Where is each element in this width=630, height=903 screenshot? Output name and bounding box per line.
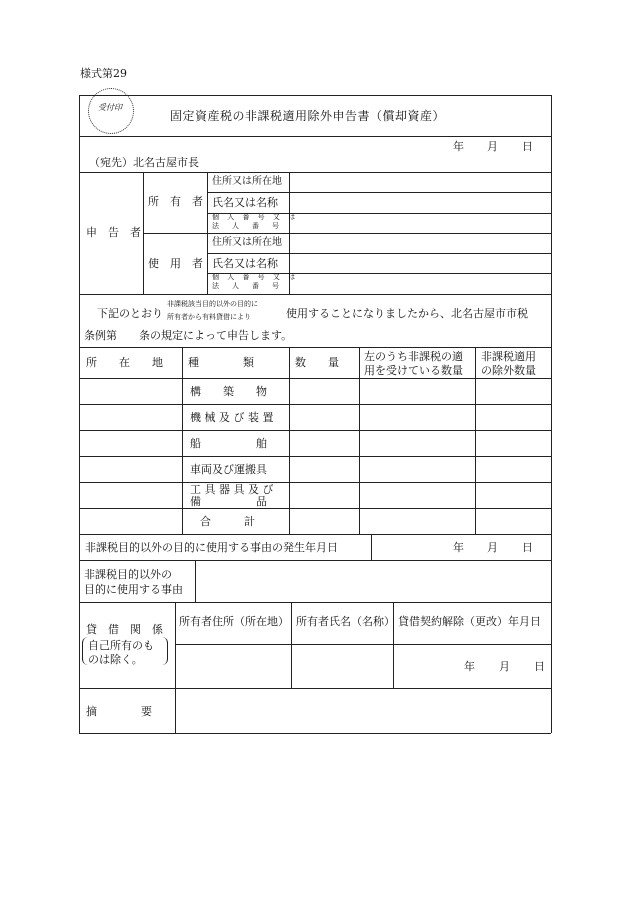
- date-year: 年: [453, 140, 464, 153]
- header-exclusion-qty-2: の除外数量: [481, 364, 536, 377]
- owner-id-label-2: 法 人 番 号: [212, 222, 282, 230]
- row-total: 合 計: [200, 515, 255, 528]
- header-quantity: 数 量: [295, 356, 339, 369]
- lease-note-1: 自己所有のも: [88, 639, 154, 652]
- owner-label: 所 有 者: [148, 195, 203, 208]
- header-nontax-qty-2: 用を受けている数量: [364, 364, 463, 377]
- user-name-label: 氏名又は名称: [212, 257, 278, 270]
- owner-name-label: 氏名又は名称: [212, 196, 278, 209]
- user-address-label: 住所又は所在地: [212, 237, 282, 248]
- addressee: （宛先）北名古屋市長: [89, 156, 199, 169]
- date-month: 月: [487, 140, 498, 153]
- user-id-label-2: 法 人 番 号: [212, 282, 282, 290]
- reason-label-2: 目的に使用する事由: [84, 583, 183, 596]
- statement-suffix: 使用することになりましたから、北名古屋市市税: [286, 307, 528, 320]
- remarks-label: 摘 要: [86, 705, 152, 718]
- row-tools-1: 工 具 器 具 及 び: [190, 483, 274, 496]
- row-vehicles: 車両及び運搬具: [190, 463, 267, 476]
- date-day: 日: [522, 140, 533, 153]
- occurrence-month: 月: [487, 541, 498, 554]
- user-id-label-1: 個 人 番 号 又 は: [212, 273, 299, 281]
- statement-line2: 条例第 条の規定によって申告します。: [84, 329, 293, 342]
- row-machinery: 機 械 及 び 装 置: [190, 411, 274, 424]
- lease-month: 月: [499, 660, 510, 673]
- lease-year: 年: [464, 660, 475, 673]
- header-nontax-qty-1: 左のうち非課税の適: [364, 350, 463, 363]
- statement-prefix: 下記のとおり: [97, 307, 163, 320]
- lease-label: 貸 借 関 係: [86, 623, 163, 636]
- user-label: 使 用 者: [148, 257, 203, 270]
- statement-small-2: 所有者から有料貸借により: [167, 313, 251, 321]
- header-location: 所 在 地: [86, 356, 163, 369]
- owner-address-label: 住所又は所在地: [212, 176, 282, 187]
- stamp-text: 受付印: [98, 103, 122, 112]
- occurrence-day: 日: [522, 541, 533, 554]
- occurrence-year: 年: [453, 541, 464, 554]
- statement-small-1: 非課税該当目的以外の目的に: [167, 300, 258, 308]
- lease-note-2: のは除く。: [88, 653, 143, 666]
- declarant-label: 申 告 者: [86, 226, 141, 239]
- row-ships: 船 舶: [190, 437, 267, 450]
- row-structures: 構 築 物: [190, 385, 267, 398]
- reason-label-1: 非課税目的以外の: [84, 568, 172, 581]
- row-tools-2: 備 品: [190, 495, 267, 508]
- contract-date-header: 貸借契約解除（更改）年月日: [398, 615, 541, 628]
- header-exclusion-qty-1: 非課税適用: [481, 350, 536, 363]
- owner-name-header: 所有者氏名（名称）: [296, 615, 395, 628]
- lease-day: 日: [534, 660, 545, 673]
- header-kind: 種 類: [188, 356, 254, 369]
- owner-address-header: 所有者住所（所在地）: [179, 615, 289, 628]
- owner-id-label-1: 個 人 番 号 又 は: [212, 213, 299, 221]
- form-number: 様式第29: [80, 67, 127, 80]
- occurrence-date-label: 非課税目的以外の目的に使用する事由の発生年月日: [85, 541, 338, 554]
- form-title: 固定資産税の非課税適用除外申告書（償却資産）: [170, 109, 446, 123]
